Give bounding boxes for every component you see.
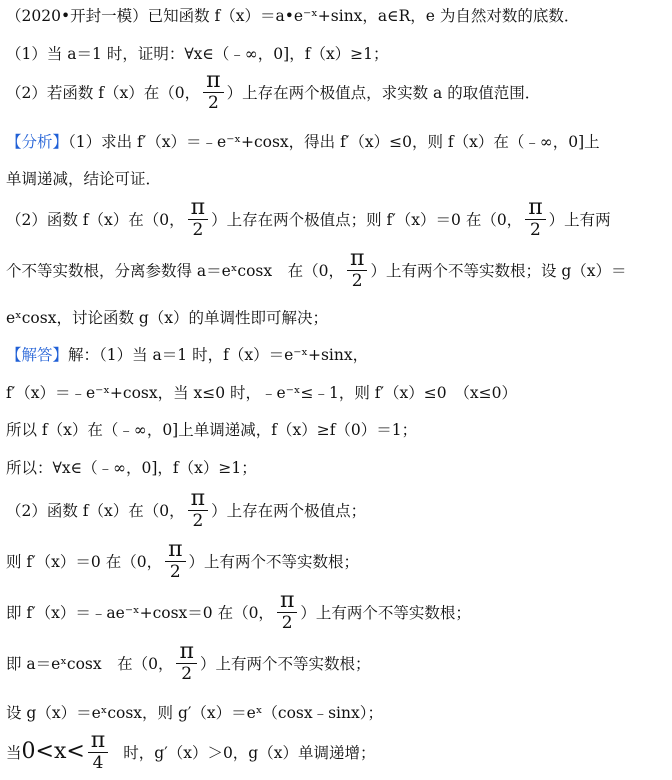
analysis-line-2: 单调递减，结论可证．	[6, 170, 162, 188]
analysis-line-1: 【分析】（1）求出 f′（x）＝﹣e⁻ˣ+cosx，得出 f′（x）≤0，则 f（x）在（﹣∞，0]上	[6, 133, 600, 151]
solution-line-10: 当0<x< $\frac{\pi}{4}$ 时，g′（x）＞0，g（x）单调递增；	[6, 728, 376, 773]
solution-line-2: f′（x）＝﹣e⁻ˣ+cosx，当 x≤0 时，﹣e⁻ˣ≤﹣1，则 f′（x）≤0 （x≤0）	[6, 384, 517, 402]
problem-part-2: （2）若函数 f（x）在（0， $\frac{\pi}{2}$ ）上存在两个极值点，求实数 a 的取值范围．	[6, 68, 541, 113]
fraction-pi-over-2: $\frac{\pi}{2}$	[188, 488, 208, 532]
solution-line-1: 【解答】解：（1）当 a＝1 时，f（x）＝e⁻ˣ+sinx，	[6, 346, 369, 364]
analysis-line-5: eˣcosx，讨论函数 g（x）的单调性即可解决；	[6, 309, 329, 327]
solution-line-8: 即 a＝eˣcosx 在（0， $\frac{\pi}{2}$ ）上有两个不等实数根；	[6, 639, 371, 684]
analysis-tag: 【分析】	[6, 133, 69, 151]
problem-part-1: （1）当 a＝1 时，证明：∀x∈（﹣∞，0]，f（x）≥1；	[6, 45, 389, 63]
solution-line-7: 即 f′（x）＝﹣ae⁻ˣ+cosx＝0 在（0， $\frac{\pi}{2}$ ）上有两个不等实数根；	[6, 588, 471, 633]
fraction-pi-over-2: $\frac{\pi}{2}$	[277, 590, 297, 634]
solution-line-9: 设 g（x）＝eˣcosx，则 g′（x）＝eˣ（cosx﹣sinx）；	[6, 704, 383, 722]
problem-line-1: （2020•开封一模）已知函数 f（x）＝a•e⁻ˣ+sinx，a∈R，e 为自然对数的底数．	[6, 7, 580, 25]
solution-line-6: 则 f′（x）＝0 在（0， $\frac{\pi}{2}$ ）上有两个不等实数根；	[6, 537, 360, 582]
fraction-pi-over-2: $\frac{\pi}{2}$	[347, 248, 367, 292]
solution-tag: 【解答】	[6, 346, 69, 364]
fraction-pi-over-2: $\frac{\pi}{2}$	[203, 70, 223, 114]
fraction-pi-over-2: $\frac{\pi}{2}$	[165, 539, 185, 583]
analysis-line-3: （2）函数 f（x）在（0， $\frac{\pi}{2}$ ）上存在两个极值点；则 f′（x）＝0 在（0， $\frac{\pi}{2}$ ）上有两	[6, 195, 611, 240]
fraction-pi-over-2: $\frac{\pi}{2}$	[525, 197, 545, 241]
fraction-pi-over-4: $\frac{\pi}{4}$	[88, 730, 108, 774]
fraction-pi-over-2: $\frac{\pi}{2}$	[188, 197, 208, 241]
inequality: 0<x<	[21, 739, 85, 764]
analysis-line-4: 个不等实数根，分离参数得 a＝eˣcosx 在（0， $\frac{\pi}{2}$ ）上有两个不等实数根；设 g（x）＝	[6, 246, 627, 291]
solution-line-4: 所以：∀x∈（﹣∞，0]，f（x）≥1；	[6, 459, 257, 477]
fraction-pi-over-2: $\frac{\pi}{2}$	[176, 641, 196, 685]
solution-line-5: （2）函数 f（x）在（0， $\frac{\pi}{2}$ ）上存在两个极值点；	[6, 486, 367, 531]
solution-line-3: 所以 f（x）在（﹣∞，0]上单调递减，f（x）≥f（0）＝1；	[6, 421, 418, 439]
